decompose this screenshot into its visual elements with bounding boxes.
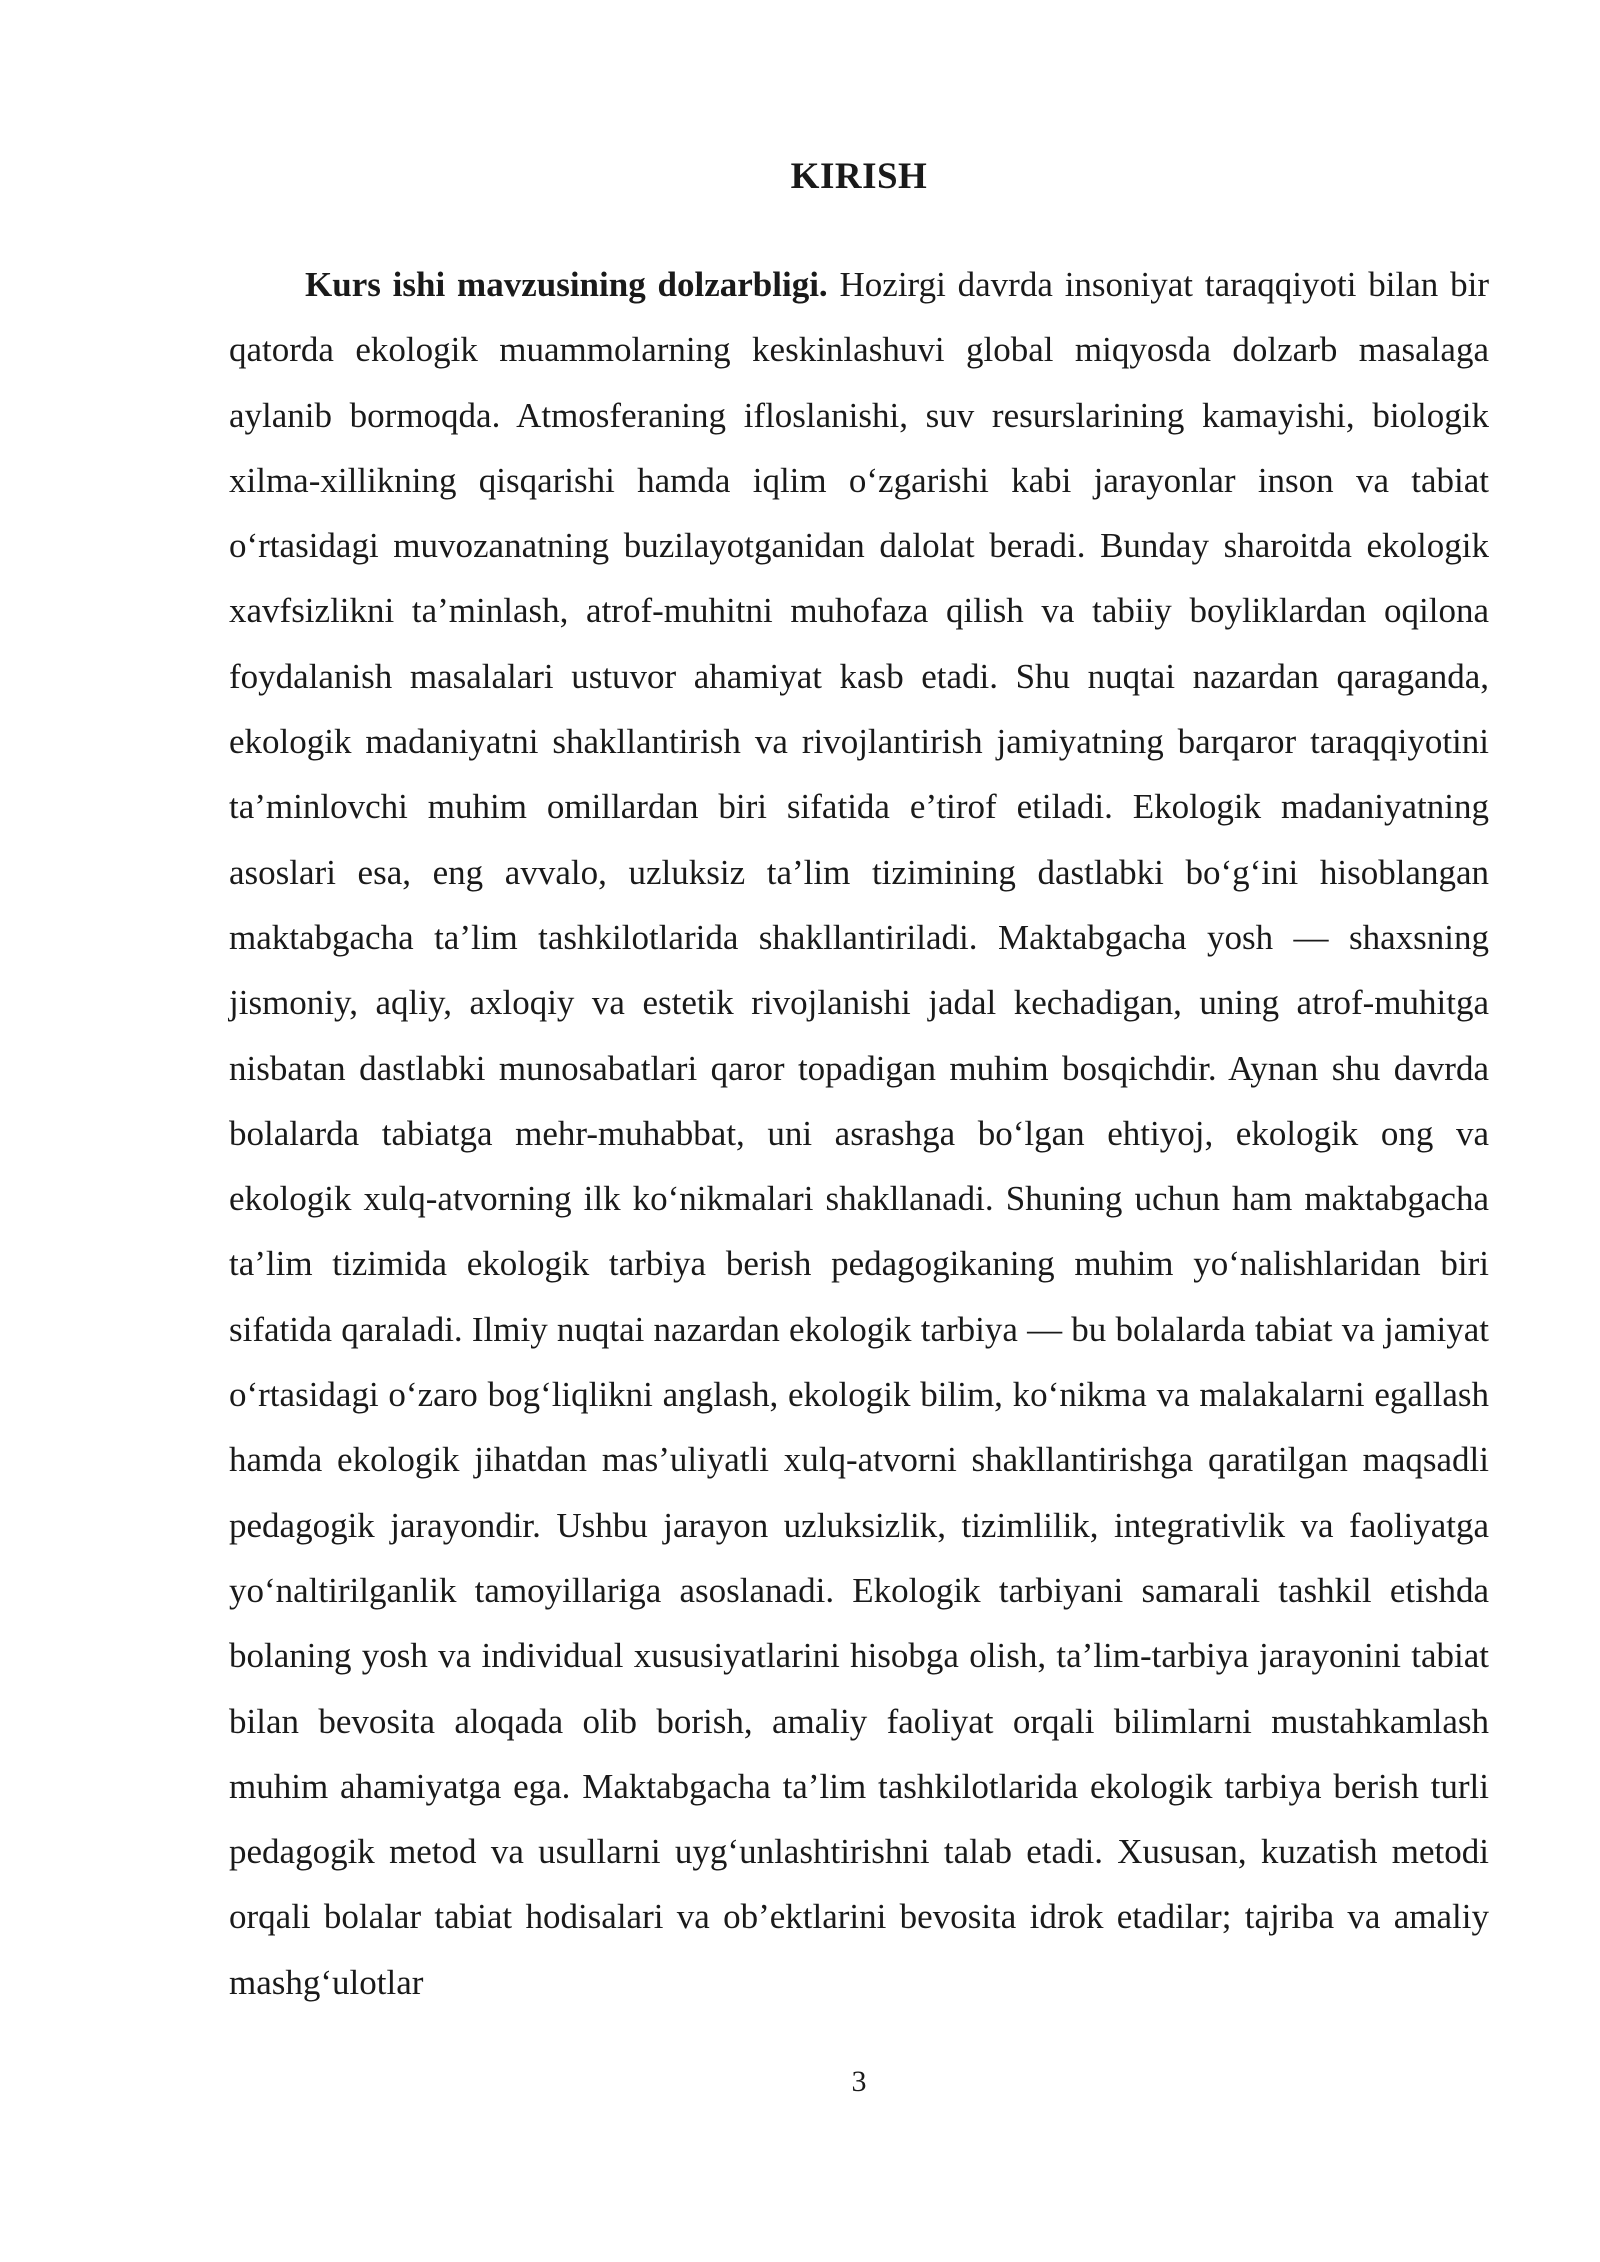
section-title: KIRISH — [790, 156, 928, 197]
paragraph-text: Hozirgi davrda insoniyat taraqqiyoti bilan bir qatorda ekologik muammolarning keskinlashuvi global miqyosda dolzarb masalaga aylanib bormoqda. Atmosferaning ifloslanishi, suv resurslarining kamayishi, biologik xilma-xillikning qisqarishi hamda iqlim oʻzgarishi kabi jarayonlar inson va tabiat oʻrtasidagi muvozanatning buzilayotganidan dalolat beradi. Bunday sharoitda ekologik xavfsizlikni ta’minlash, atrof-muhitni muhofaza qilish va tabiiy boyliklardan oqilona foydalanish masalalari ustuvor ahamiyat kasb etadi. Shu nuqtai nazardan qaraganda, ekologik madaniyatni shakllantirish va rivojlantirish jamiyatning barqaror taraqqiyotini ta’minlovchi muhim omillardan biri sifatida e’tirof etiladi. Ekologik madaniyatning asoslari esa, eng avvalo, uzluksiz ta’lim tizimining dastlabki boʻgʻini hisoblangan maktabgacha ta’lim tashkilotlarida shakllantiriladi. Maktabgacha yosh — shaxsning jismoniy, aqliy, axloqiy va estetik rivojlanishi jadal kechadigan, uning atrof-muhitga nisbatan dastlabki munosabatlari qaror topadigan muhim bosqichdir. Aynan shu davrda bolalarda tabiatga mehr-muhabbat, uni asrashga boʻlgan ehtiyoj, ekologik ong va ekologik xulq-atvorning ilk koʻnikmalari shakllanadi. Shuning uchun ham maktabgacha ta’lim tizimida ekologik tarbiya berish pedagogikaning muhim yoʻnalishlaridan biri sifatida qaraladi. Ilmiy nuqtai nazardan ekologik tarbiya — bu bolalarda tabiat va jamiyat oʻrtasidagi oʻzaro bogʻliqlikni anglash, ekologik bilim, koʻnikma va malakalarni egallash hamda ekologik jihatdan mas’uliyatli xulq-atvorni shakllantirishga qaratilgan maqsadli pedagogik jarayondir. Ushbu jarayon uzluksizlik, tizimlilik, integrativlik va faoliyatga yoʻnaltirilganlik tamoyillariga asoslanadi. Ekologik tarbiyani samarali tashkil etishda bolaning yosh va individual xususiyatlarini hisobga olish, ta’lim-tarbiya jarayonini tabiat bilan bevosita aloqada olib borish, amaliy faoliyat orqali bilimlarni mustahkamlash muhim ahamiyatga ega. Maktabgacha ta’lim tashkilotlarida ekologik tarbiya berish turli pedagogik metod va usullarni uygʻunlashtirishni talab etadi. Xususan, kuzatish metodi orqali bolalar tabiat hodisalari va ob’ektlarini bevosita idrok etadilar; tajriba va amaliy mashgʻulotlar — [229, 265, 1489, 2002]
lead-heading: Kurs ishi mavzusining dolzarbligi. — [305, 265, 828, 304]
body-paragraph — [229, 252, 1489, 2015]
page-number: 3 — [851, 2065, 867, 2098]
